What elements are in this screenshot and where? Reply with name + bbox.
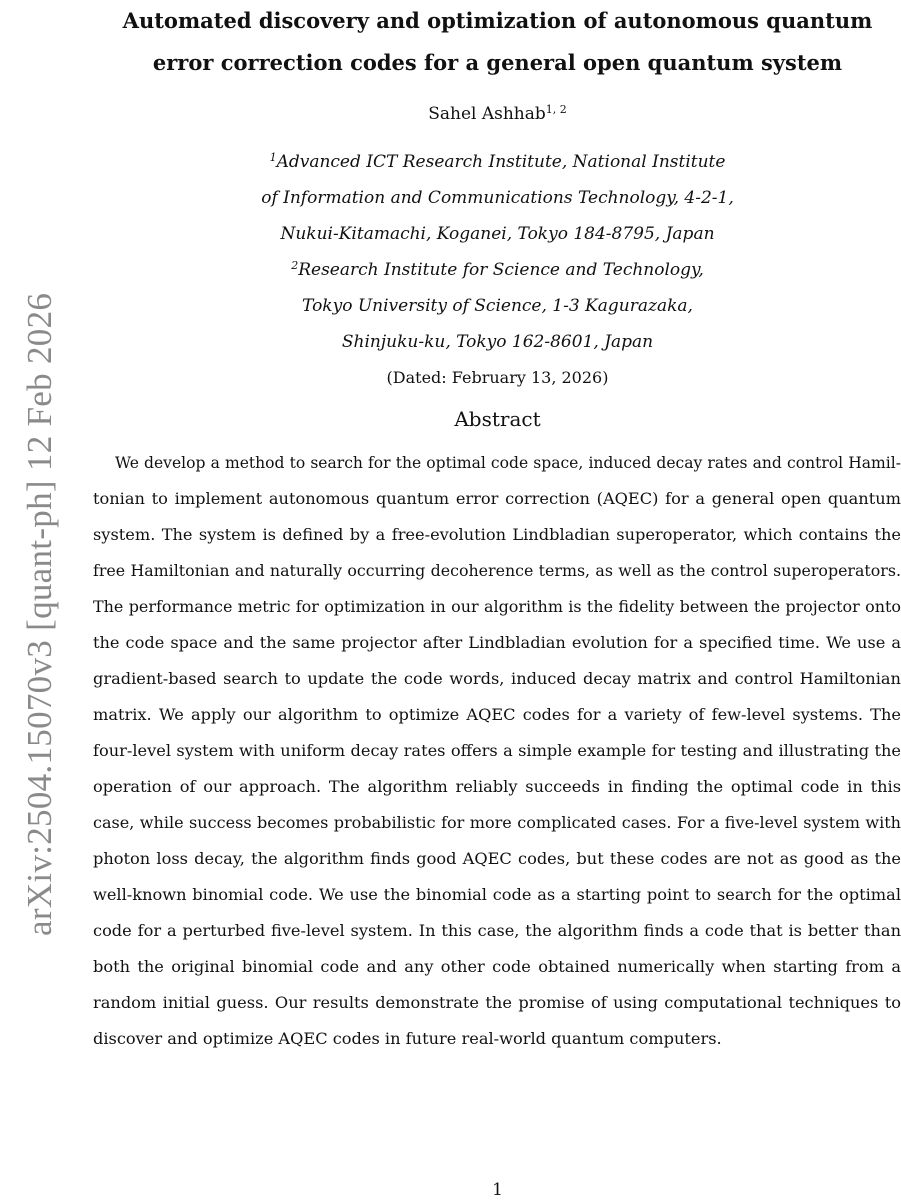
- abstract-line: four-level system with uniform decay rates offers a simple example for testing and illustrating the: [93, 741, 901, 760]
- paper-title: [95, 0, 900, 84]
- affiliation-mark: 1: [269, 151, 277, 164]
- abstract-line: photon loss decay, the algorithm finds good AQEC codes, but these codes are not as good as the: [93, 849, 901, 868]
- abstract-line: free Hamiltonian and naturally occurring decoherence terms, as well as the control superoperators.: [93, 561, 901, 580]
- affiliation-text: Advanced ICT Research Institute, National Institute: [276, 152, 726, 172]
- affiliation-line: [95, 180, 900, 216]
- author-affiliation-marks: 1, 2: [545, 103, 567, 116]
- abstract-line: system. The system is defined by a free-evolution Lindbladian superoperator, which contains the: [93, 525, 901, 544]
- affiliation-line: [95, 324, 900, 360]
- abstract-line: We develop a method to search for the optimal code space, induced decay rates and control Hamil-: [115, 454, 901, 472]
- abstract-body: [93, 445, 901, 1057]
- abstract-line: discover and optimize AQEC codes in future real-world quantum computers.: [93, 1029, 722, 1048]
- affiliation-line: [95, 252, 900, 288]
- affiliation-text: Tokyo University of Science, 1-3 Kagurazaka,: [302, 296, 693, 316]
- abstract-line: well-known binomial code. We use the binomial code as a starting point to search for the optimal: [93, 885, 901, 904]
- abstract-line: The performance metric for optimization in our algorithm is the fidelity between the projector onto: [93, 597, 901, 616]
- abstract-line: matrix. We apply our algorithm to optimize AQEC codes for a variety of few-level systems. The: [93, 705, 901, 724]
- abstract-line: the code space and the same projector after Lindbladian evolution for a specified time. We use a: [93, 633, 901, 652]
- affiliation-line: [95, 144, 900, 180]
- page-number: 1: [492, 1180, 503, 1200]
- affiliation-line: [95, 288, 900, 324]
- arxiv-stamp-text[interactable]: arXiv:2504.15070v3 [quant-ph] 12 Feb 2026: [20, 292, 59, 936]
- affiliation-text: Shinjuku-ku, Tokyo 162-8601, Japan: [341, 332, 654, 352]
- abstract-line: both the original binomial code and any other code obtained numerically when starting from a: [93, 957, 901, 976]
- abstract-line: gradient-based search to update the code words, induced decay matrix and control Hamiltonian: [93, 669, 901, 688]
- affiliation-line: [95, 216, 900, 252]
- affiliation-text: Nukui-Kitamachi, Koganei, Tokyo 184-8795, Japan: [280, 224, 715, 244]
- abstract-heading: Abstract: [454, 407, 541, 431]
- author-name: Sahel Ashhab: [428, 104, 546, 124]
- affiliation-mark: 2: [291, 259, 299, 272]
- abstract-line: case, while success becomes probabilistic for more complicated cases. For a five-level system with: [93, 813, 901, 832]
- affiliation-text: of Information and Communications Technology, 4-2-1,: [261, 188, 734, 208]
- dated-line: (Dated: February 13, 2026): [386, 368, 609, 387]
- abstract-line: tonian to implement autonomous quantum error correction (AQEC) for a general open quantum: [93, 489, 901, 508]
- abstract-line: random initial guess. Our results demonstrate the promise of using computational techniques to: [93, 993, 901, 1012]
- abstract-line: code for a perturbed five-level system. In this case, the algorithm finds a code that is better than: [93, 921, 901, 940]
- author-line: [95, 102, 900, 126]
- affiliation-text: Research Institute for Science and Technology,: [298, 260, 704, 280]
- affiliations: [95, 144, 900, 360]
- title-line: error correction codes for a general open quantum system: [152, 50, 843, 75]
- arxiv-identifier-stamp[interactable]: [20, 292, 60, 935]
- title-line: Automated discovery and optimization of autonomous quantum: [122, 8, 873, 33]
- abstract-line: operation of our approach. The algorithm reliably succeeds in finding the optimal code in this: [93, 777, 901, 796]
